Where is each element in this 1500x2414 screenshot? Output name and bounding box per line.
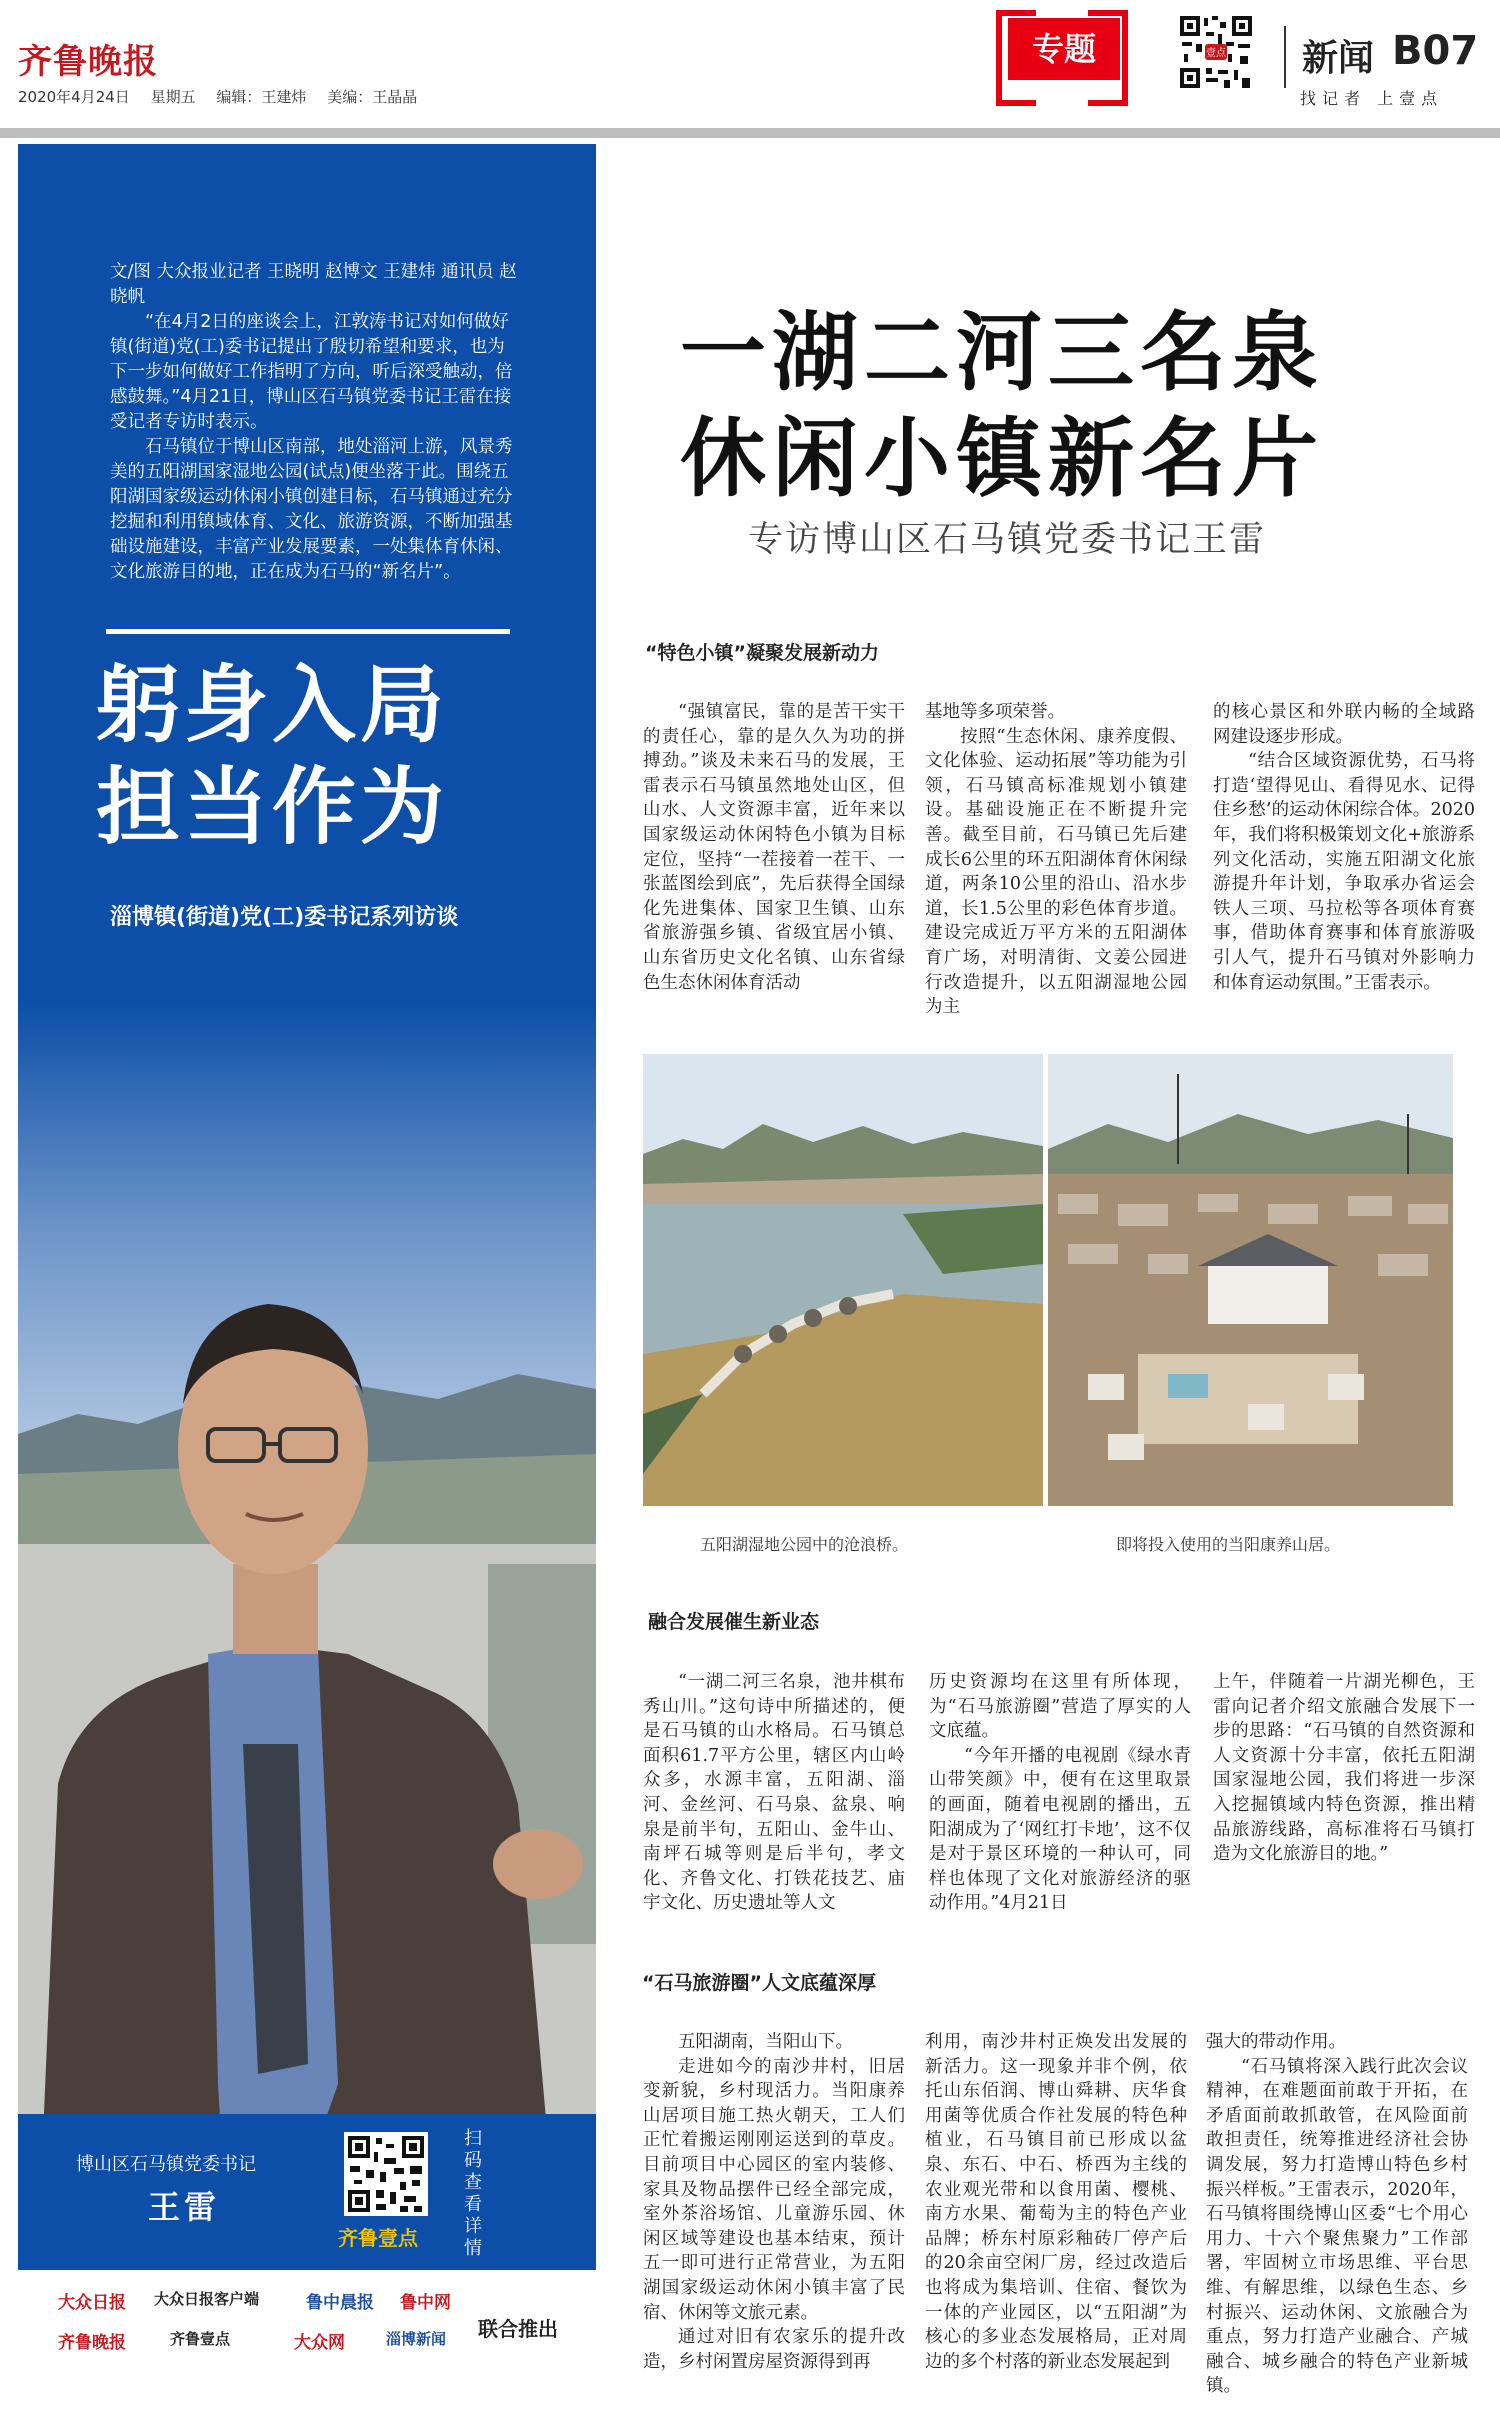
article-title-line: 一湖二河三名泉 <box>680 303 1324 403</box>
masthead-slogan: 找记者 上壹点 <box>1300 89 1444 108</box>
section-heading: “特色小镇”凝聚发展新动力 <box>645 642 879 664</box>
paragraph: “石马镇将深入践行此次会议精神，在难题面前敢于开拓，在矛盾面前敢抓敢管，在风险面前敢担责任，统筹推进经济社会协调发展，努力打造博山特色乡村振兴样板。”王雷表示，2020年，石马镇将围绕博山区委“七个用心用力、十六个聚焦聚力”工作部署，牢固树立市场思维、平台思维、有解思维，以绿色生态、乡村振兴、运动休闲、文旅融合为重点，努力打造产业融合、产城融合、城乡融合的特色产业新城镇。 <box>1206 2056 1468 2397</box>
interview-series-panel <box>18 144 596 2270</box>
article-column <box>1213 700 1475 1020</box>
partner-logo: 齐鲁晚报 <box>58 2333 126 2353</box>
portrait-caption <box>76 2150 256 2228</box>
paragraph: 历史资源均在这里有所体现，为“石马旅游圈”营造了厚实的人文底蕴。 <box>929 1672 1191 1742</box>
photo-caption: 五阳湖湿地公园中的沧浪桥。 <box>700 1535 909 1554</box>
intro-text <box>110 260 522 585</box>
intro-paragraph: 石马镇位于博山区南部，地处淄河上游，风景秀美的五阳湖国家湿地公园(试点)便坐落于此。围绕五阳湖国家级运动休闲小镇创建目标，石马镇通过充分挖掘和利用镇域体育、文化、旅游资源，不断加强基础设施建设，丰富产业发展要素，一处集体育休闲、文化旅游目的地，正在成为石马的“新名片”。 <box>110 437 513 582</box>
section-heading: 融合发展催生新业态 <box>648 1611 820 1633</box>
paragraph: 基地等多项荣誉。 <box>925 702 1065 722</box>
designer-credit: 美编：王晶晶 <box>327 88 418 106</box>
newspaper-logo: 齐鲁晚报 <box>18 42 158 82</box>
article-column <box>643 2030 905 2400</box>
article-column <box>925 700 1187 1020</box>
paragraph: 上午，伴随着一片湖光柳色，王雷向记者介绍文旅融合发展下一步的思路：“石马镇的自然资源和人文资源十分丰富，依托五阳湖国家湿地公园，我们将进一步深入挖掘镇域内特色资源，推出精品旅游线路，高标准将石马镇打造为文化旅游目的地。” <box>1213 1672 1475 1865</box>
paragraph: “今年开播的电视剧《绿水青山带笑颜》中，便有在这里取景的画面，随着电视剧的播出，五阳湖成为了‘网红打卡地’，这不仅是对于景区环境的一种认可，同样也体现了文化对旅游经济的驱动作用。”4月21日 <box>929 1745 1191 1914</box>
article-column <box>1213 1670 1475 1920</box>
article-column <box>643 700 905 1020</box>
bridge-photo <box>643 1054 1043 1506</box>
panel-divider <box>106 629 510 634</box>
series-subtitle: 淄博镇(街道)党(工)委书记系列访谈 <box>110 905 459 930</box>
qr-brand-label: 齐鲁壹点 <box>338 2226 418 2250</box>
special-topic-tag: 专题 <box>1008 18 1120 80</box>
caption-name: 王雷 <box>148 2188 221 2226</box>
partner-logo: 鲁中网 <box>400 2293 451 2313</box>
qr-code-icon[interactable] <box>1178 14 1254 106</box>
paragraph: “强镇富民，靠的是苦干实干的责任心，靠的是久久为功的拼搏劲。”谈及未来石马的发展，王雷表示石马镇虽然地处山区，但山水、人文资源丰富，近年来以国家级运动休闲特色小镇为目标定位，坚持“一茬接着一茬干、一张蓝图绘到底”，先后获得全国绿化先进集体、国家卫生镇、山东省旅游强乡镇、省级宜居小镇、山东省历史文化名镇、山东省绿色生态休闲体育活动 <box>643 702 905 993</box>
article-column <box>929 1670 1191 1920</box>
article-column <box>1206 2030 1468 2400</box>
article-title-line: 休闲小镇新名片 <box>680 409 1324 509</box>
editor-credit: 编辑：王建炜 <box>216 88 307 106</box>
page-number: B07 <box>1392 28 1479 74</box>
issue-info <box>18 86 433 107</box>
paragraph: 按照“生态休闲、康养度假、文化体验、运动拓展”等功能为引领，石马镇高标准规划小镇建设。基础设施正在不断提升完善。截至目前，石马镇已先后建成长6公里的环五阳湖体育休闲绿道，两条10公里的沿山、沿水步道，长1.5公里的彩色体育步道。建设完成近万平方米的五阳湖体育广场，对明清街、文姜公园进行改造提升，以五阳湖湿地公园为主 <box>925 726 1187 1018</box>
scan-hint: 扫码查看详情 <box>464 2128 482 2259</box>
top-qr-brand: 壹点 <box>1206 48 1226 59</box>
caption-role: 博山区石马镇党委书记 <box>76 2154 256 2175</box>
partner-logo: 鲁中晨报 <box>306 2293 374 2313</box>
partner-logo: 大众日报客户端 <box>154 2290 260 2308</box>
section-heading: “石马旅游圈”人文底蕴深厚 <box>642 1972 876 1994</box>
partner-logo: 齐鲁壹点 <box>170 2330 231 2348</box>
article-column <box>643 1670 905 1920</box>
article-column <box>925 2030 1187 2400</box>
paragraph: 通过对旧有农家乐的提升改造，乡村闲置房屋资源得到再 <box>643 2327 905 2372</box>
paragraph: 的核心景区和外联内畅的全域路网建设逐步形成。 <box>1213 702 1475 747</box>
section-name: 新闻 <box>1302 38 1375 79</box>
byline: 文/图 大众报业记者 王晓明 赵博文 王建炜 通讯员 赵晓帆 <box>110 262 517 307</box>
paragraph: 五阳湖南，当阳山下。 <box>678 2032 853 2052</box>
paragraph: 利用，南沙井村正焕发出发展的新活力。这一现象并非个例，依托山东佰润、博山舜耕、庆华食用菌等优质合作社发展的特色种植业，石马镇目前已形成以盆泉、东石、中石、桥西为主线的农业观光带和以食用菌、樱桃、南方水果、葡萄为主的特色产业品牌；桥东村原彩釉砖厂停产后的20余亩空闲厂房，经过改造后也将成为集培训、住宿、餐饮为一体的产业园区，以“五阳湖”为核心的多业态发展格局，正对周边的多个村落的新业态发展起到 <box>925 2032 1187 2372</box>
partner-logo: 大众网 <box>294 2333 345 2353</box>
issue-date: 2020年4月24日 <box>18 88 130 106</box>
masthead-divider <box>1284 26 1286 88</box>
partner-logo: 大众日报 <box>58 2293 126 2313</box>
paragraph: “结合区域资源优势，石马将打造‘望得见山、看得见水、记得住乡愁’的运动休闲综合体。2020年，我们将积极策划文化+旅游系列文化活动，实施五阳湖文化旅游提升年计划，争取承办省运会铁人三项、马拉松等各项体育赛事，借助体育赛事和体育旅游吸引人气，提升石马镇对外影响力和体育运动氛围。”王雷表示。 <box>1213 751 1475 993</box>
article-subtitle: 专访博山区石马镇党委书记王雷 <box>748 520 1267 560</box>
photo-caption: 即将投入使用的当阳康养山居。 <box>1116 1535 1341 1554</box>
series-title-line: 担当作为 <box>96 757 449 856</box>
joint-release-label: 联合推出 <box>478 2317 558 2341</box>
series-title-line: 躬身入局 <box>96 655 449 754</box>
header-rule <box>0 128 1500 138</box>
qr-code-icon[interactable] <box>344 2132 428 2216</box>
paragraph: 强大的带动作用。 <box>1206 2032 1346 2052</box>
portrait-photo <box>18 1004 596 2254</box>
paragraph: “一湖二河三名泉，池井棋布秀山川。”这句诗中所描述的，便是石马镇的山水格局。石马镇总面积61.7平方公里，辖区内山岭众多，水源丰富，五阳湖、淄河、金丝河、石马泉、盆泉、响泉是前半句，五阳山、金牛山、南坪石城等则是后半句，孝文化、齐鲁文化、打铁花技艺、庙宇文化、历史遗址等人文 <box>643 1672 905 1914</box>
paragraph: 走进如今的南沙井村，旧居变新貌，乡村现活力。当阳康养山居项目施工热火朝天，工人们正忙着搬运刚刚运送到的草皮。目前项目中心园区的室内装修、家具及物品摆件已经全部完成，室外茶浴场馆、儿童游乐园、休闲区域等建设也基本结束，预计五一即可进行正常营业，为五阳湖国家级运动休闲小镇丰富了民宿、休闲等文旅元素。 <box>643 2056 905 2323</box>
partner-logo: 淄博新闻 <box>386 2330 447 2348</box>
article-title <box>680 300 1480 512</box>
issue-weekday: 星期五 <box>150 88 196 106</box>
resort-photo <box>1048 1054 1453 1506</box>
intro-paragraph: “在4月2日的座谈会上，江敦涛书记对如何做好镇(街道)党(工)委书记提出了殷切希望和要求，也为下一步如何做好工作指明了方向，听后深受触动，倍感鼓舞。”4月21日，博山区石马镇党委书记王雷在接受记者专访时表示。 <box>110 312 513 432</box>
series-title <box>96 654 536 858</box>
